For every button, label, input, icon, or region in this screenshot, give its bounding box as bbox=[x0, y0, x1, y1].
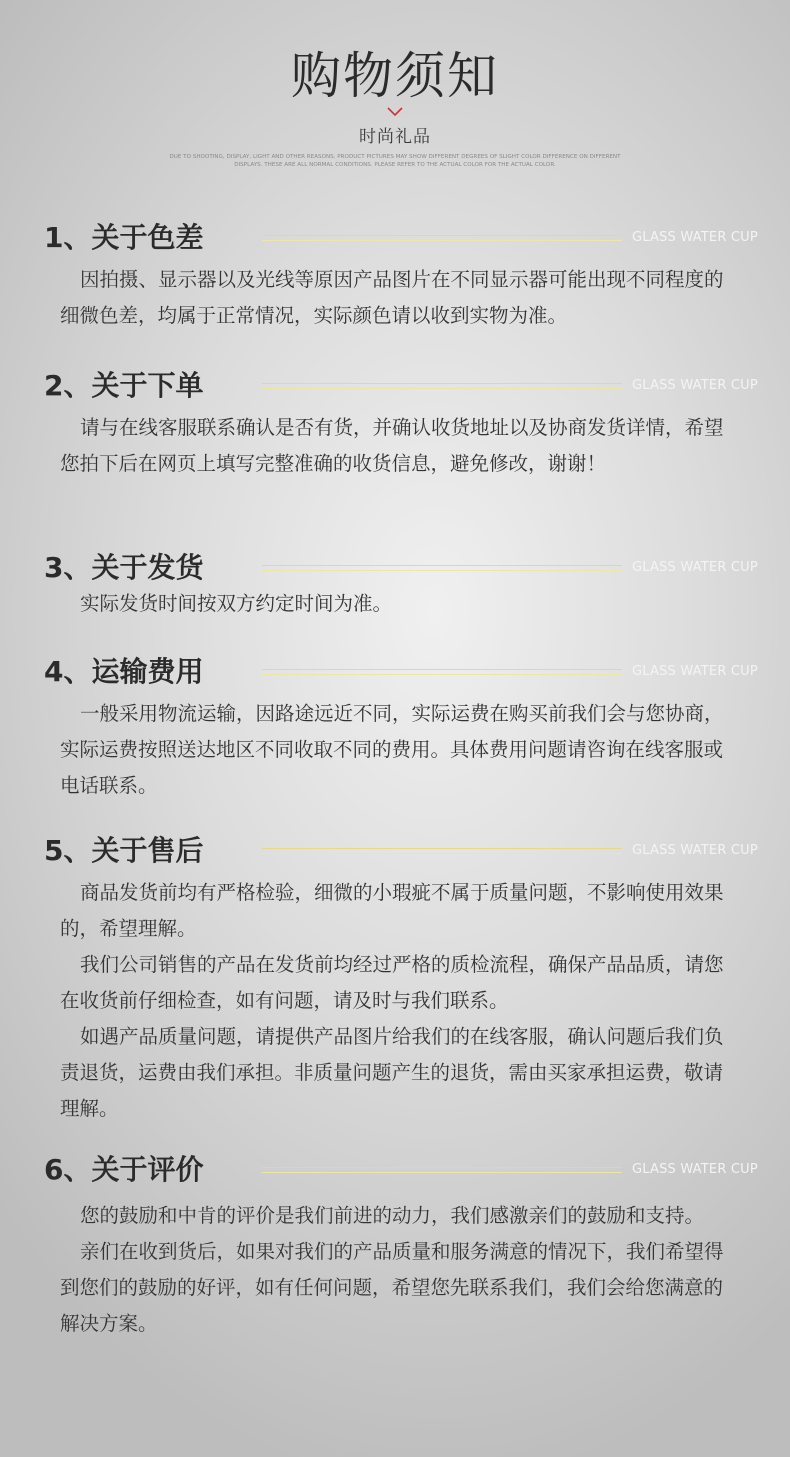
page-subtitle: 时尚礼品 bbox=[359, 127, 431, 147]
section-paragraph: 实际发货时间按双方约定时间为准。 bbox=[80, 592, 393, 615]
section-body bbox=[60, 410, 724, 482]
page-title: 购物须知 bbox=[291, 47, 499, 105]
section-paragraph: 我们公司销售的产品在发货前均经过严格的质检流程，确保产品品质，请您在收货前仔细检查，如有问题，请及时与我们联系。 bbox=[60, 953, 724, 1012]
section-title: 2、关于下单 bbox=[44, 369, 204, 402]
section-paragraph: 请与在线客服联系确认是否有货，并确认收货地址以及协商发货详情，希望您拍下后在网页上填写完整准确的收货信息，避免修改，谢谢！ bbox=[60, 416, 724, 475]
section-paragraph: 如遇产品质量问题，请提供产品图片给我们的在线客服，确认问题后我们负责退货，运费由我们承担。非质量问题产生的退货，需由买家承担运费，敬请理解。 bbox=[60, 1025, 724, 1120]
section-tag: GLASS WATER CUP bbox=[632, 378, 758, 393]
section-body bbox=[60, 875, 724, 1127]
section-divider bbox=[262, 232, 622, 244]
section-divider bbox=[262, 845, 622, 857]
section-paragraph: 商品发货前均有严格检验，细微的小瑕疵不属于质量问题，不影响使用效果的，希望理解。 bbox=[60, 881, 724, 940]
section-paragraph: 因拍摄、显示器以及光线等原因产品图片在不同显示器可能出现不同程度的细微色差，均属于正常情况，实际颜色请以收到实物为准。 bbox=[60, 268, 724, 327]
chevron-down-icon bbox=[387, 106, 403, 118]
section-tag: GLASS WATER CUP bbox=[632, 1162, 758, 1177]
section-body bbox=[60, 1198, 724, 1342]
section-paragraph: 您的鼓励和中肯的评价是我们前进的动力，我们感激亲们的鼓励和支持。 bbox=[80, 1204, 705, 1227]
section-body bbox=[60, 696, 724, 804]
section-body bbox=[60, 586, 724, 622]
section-paragraph: 亲们在收到货后，如果对我们的产品质量和服务满意的情况下，我们希望得到您们的鼓励的好评，如有任何问题，希望您先联系我们，我们会给您满意的解决方案。 bbox=[60, 1240, 724, 1335]
section-title: 5、关于售后 bbox=[44, 834, 204, 867]
section-title: 6、关于评价 bbox=[44, 1153, 204, 1186]
section-tag: GLASS WATER CUP bbox=[632, 843, 758, 858]
section-divider bbox=[262, 380, 622, 392]
section-title: 1、关于色差 bbox=[44, 221, 204, 254]
section-title: 3、关于发货 bbox=[44, 551, 204, 584]
disclaimer-text: DUE TO SHOOTING, DISPLAY, LIGHT AND OTHER REASONS, PRODUCT PICTURES MAY SHOW DIFFERENT DEGREES OF SLIGHT COLOR DIFFERENCE ON DIFFERENT DISPLAYS. THESE ARE ALL NORMAL CONDITIONS. PLEASE REFER TO THE ACTUAL COLOR FOR THE ACTUAL COLOR. bbox=[169, 154, 621, 168]
section-title: 4、运输费用 bbox=[44, 655, 204, 688]
section-divider bbox=[262, 562, 622, 574]
section-tag: GLASS WATER CUP bbox=[632, 230, 758, 245]
section-paragraph: 一般采用物流运输，因路途远近不同，实际运费在购买前我们会与您协商，实际运费按照送达地区不同收取不同的费用。具体费用问题请咨询在线客服或电话联系。 bbox=[60, 702, 724, 797]
section-divider bbox=[262, 1164, 622, 1176]
section-tag: GLASS WATER CUP bbox=[632, 560, 758, 575]
section-divider bbox=[262, 666, 622, 678]
section-tag: GLASS WATER CUP bbox=[632, 664, 758, 679]
section-body bbox=[60, 262, 724, 334]
